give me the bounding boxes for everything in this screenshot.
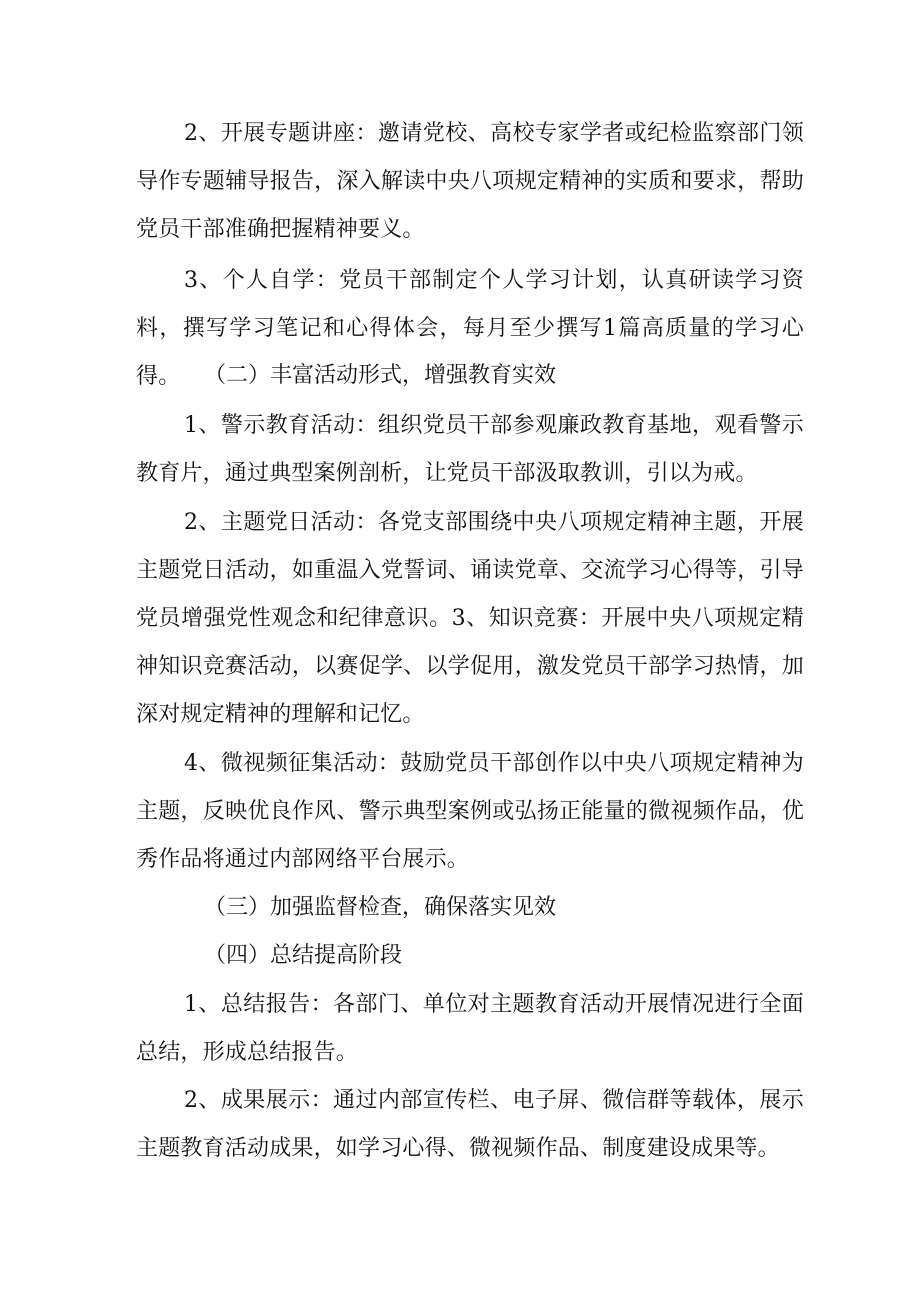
section-heading-4: （四）总结提高阶段 [204, 943, 403, 968]
paragraph-lecture: 2、开展专题讲座：邀请党校、高校专家学者或纪检监察部门领导作专题辅导报告，深入解读中央八项规定精神的实质和要求，帮助党员干部准确把握精神要义。 [136, 121, 804, 242]
paragraph-self-study: 3、个人自学：党员干部制定个人学习计划，认真研读学习资料，撰写学习笔记和心得体会，每月至少撰写1篇高质量的学习心得。 [136, 268, 804, 389]
paragraph-micro-video: 4、微视频征集活动：鼓励党员干部创作以中央八项规定精神为主题，反映优良作风、警示典型案例或弘扬正能量的微视频作品，优秀作品将通过内部网络平台展示。 [136, 751, 804, 872]
paragraph-summary-report: 1、总结报告：各部门、单位对主题教育活动开展情况进行全面总结，形成总结报告。 [136, 992, 804, 1065]
paragraph-warning-education: 1、警示教育活动：组织党员干部参观廉政教育基地，观看警示教育片，通过典型案例剖析，让党员干部汲取教训，引以为戒。 [136, 413, 804, 486]
paragraph-party-day: 2、主题党日活动：各党支部围绕中央八项规定精神主题，开展主题党日活动，如重温入党誓词、诵读党章、交流学习心得等，引导党员增强党性观念和纪律意识。3、知识竞赛：开展中央八项规定精神知识竞赛活动，以赛促学、以学促用，激发党员干部学习热情，加深对规定精神的理解和记忆。 [136, 510, 804, 727]
section-heading-2: （二）丰富活动形式，增强教育实效 [204, 363, 557, 388]
section-heading-3: （三）加强监督检查，确保落实见效 [204, 895, 557, 920]
paragraph-results-display: 2、成果展示：通过内部宣传栏、电子屏、微信群等载体，展示主题教育活动成果，如学习心得、微视频作品、制度建设成果等。 [136, 1088, 804, 1161]
